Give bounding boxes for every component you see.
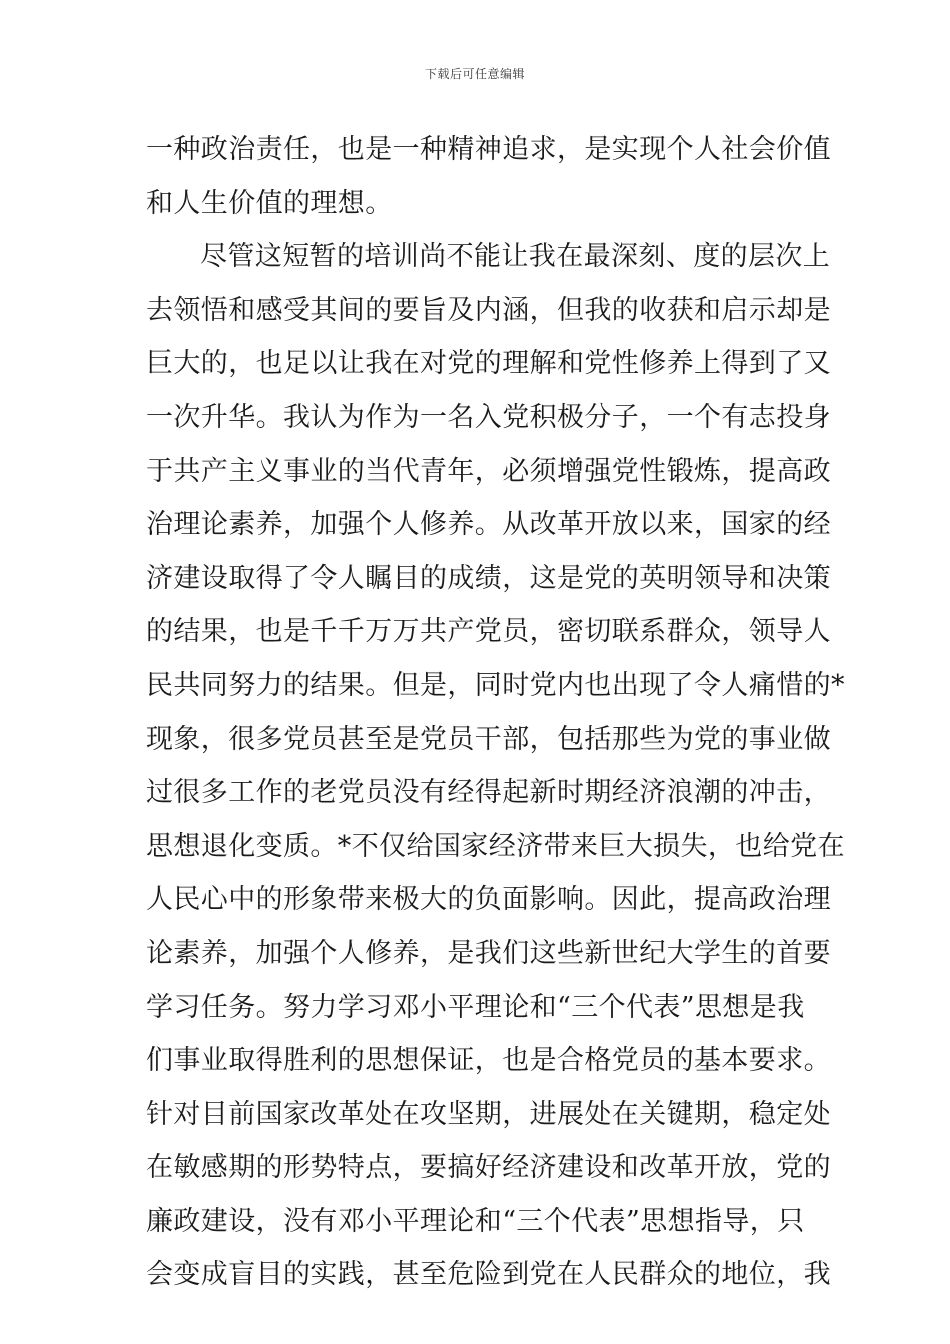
text-line: 治理论素养，加强个人修养。从改革开放以来，国家的经: [146, 509, 831, 541]
text-line: 巨大的，也足以让我在对党的理解和党性修养上得到了又: [146, 348, 831, 380]
text-line: 济建设取得了令人瞩目的成绩，这是党的英明领导和决策: [146, 562, 831, 594]
text-line: 过很多工作的老党员没有经得起新时期经济浪潮的冲击，: [146, 777, 831, 809]
text-line: 会变成盲目的实践，甚至危险到党在人民群众的地位，我: [146, 1259, 831, 1291]
page-header: 下载后可任意编辑: [424, 67, 525, 81]
text-line: 的结果，也是千千万万共产党员，密切联系群众，领导人: [146, 616, 831, 648]
text-line: 一种政治责任，也是一种精神追求，是实现个人社会价值: [146, 134, 831, 165]
text-line: 们事业取得胜利的思想保证，也是合格党员的基本要求。: [146, 1045, 831, 1077]
text-line: 和人生价值的理想。: [146, 187, 393, 219]
text-line: 现象，很多党员甚至是党员干部，包括那些为党的事业做: [146, 723, 831, 755]
text-line: 思想退化变质。*不仅给国家经济带来巨大损失，也给党在: [146, 830, 845, 862]
text-line: 人民心中的形象带来极大的负面影响。因此，提高政治理: [146, 884, 831, 916]
paragraph-first-line: 尽管这短暂的培训尚不能让我在最深刻、度的层次上: [200, 241, 831, 273]
text-line: 民共同努力的结果。但是，同时党内也出现了令人痛惜的*: [146, 669, 845, 701]
text-line: 廉政建设，没有邓小平理论和“三个代表”思想指导，只: [146, 1205, 805, 1237]
document-body: [146, 123, 845, 1302]
text-line: 在敏感期的形势特点，要搞好经济建设和改革开放，党的: [146, 1152, 831, 1184]
text-line: 针对目前国家改革处在攻坚期，进展处在关键期，稳定处: [146, 1098, 831, 1130]
text-line: 去领悟和感受其间的要旨及内涵，但我的收获和启示却是: [146, 294, 831, 326]
text-line: 论素养，加强个人修养，是我们这些新世纪大学生的首要: [146, 937, 831, 969]
text-line: 一次升华。我认为作为一名入党积极分子，一个有志投身: [146, 401, 831, 433]
text-line: 于共产主义事业的当代青年，必须增强党性锻炼，提高政: [146, 455, 831, 487]
text-line: 学习任务。努力学习邓小平理论和“三个代表”思想是我: [146, 991, 805, 1023]
